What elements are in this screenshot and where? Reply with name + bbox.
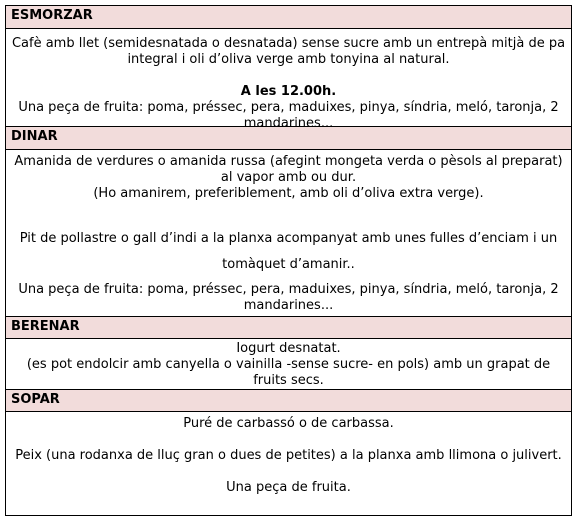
dinar-dressing-note: (Ho amanirem, preferiblement, amb oli d’oliva extra verge). xyxy=(93,186,484,201)
section-body-dinar xyxy=(6,150,571,317)
section-header-esmorzar: ESMORZAR xyxy=(6,6,571,29)
berenar-yogurt-text: Iogurt desnatat. xyxy=(236,341,341,356)
sopar-fruit-text: Una peça de fruita. xyxy=(226,480,351,495)
section-body-berenar xyxy=(6,339,571,390)
meal-plan-table xyxy=(5,5,572,516)
sopar-puree-text: Puré de carbassó o de carbassa. xyxy=(183,416,394,431)
dinar-salad-text: Amanida de verdures o amanida russa (afegint mongeta verda o pèsols al preparat) al vapor amb ou dur. xyxy=(14,154,563,185)
section-body-sopar xyxy=(6,412,571,515)
section-header-berenar: BERENAR xyxy=(6,317,571,339)
dinar-fruit-text: Una peça de fruita: poma, préssec, pera, maduixes, pinya, síndria, meló, taronja, 2 mandarines... xyxy=(18,282,559,313)
esmorzar-fruit-text: Una peça de fruita: poma, préssec, pera, maduixes, pinya, síndria, meló, taronja, 2 mandarines... xyxy=(18,100,559,131)
section-body-esmorzar xyxy=(6,29,571,131)
section-header-sopar: SOPAR xyxy=(6,390,571,412)
dinar-main-dish-text: Pit de pollastre o gall d’indi a la planxa acompanyat amb unes fulles d’enciam i un tomàquet d’amanir.. xyxy=(19,231,558,272)
section-header-dinar: DINAR xyxy=(6,127,571,150)
esmorzar-time: A les 12.00h. xyxy=(240,84,337,99)
esmorzar-main-text: Cafè amb llet (semidesnatada o desnatada) sense sucre amb un entrepà mitjà de pa integral i oli d’oliva verge amb tonyina al natural. xyxy=(11,36,566,67)
sopar-fish-text: Peix (una rodanxa de lluç gran o dues de petites) a la planxa amb llimona o julivert. xyxy=(15,448,562,463)
berenar-note-text: (es pot endolcir amb canyella o vainilla -sense sucre- en pols) amb un grapat de fruits secs. xyxy=(26,357,551,388)
